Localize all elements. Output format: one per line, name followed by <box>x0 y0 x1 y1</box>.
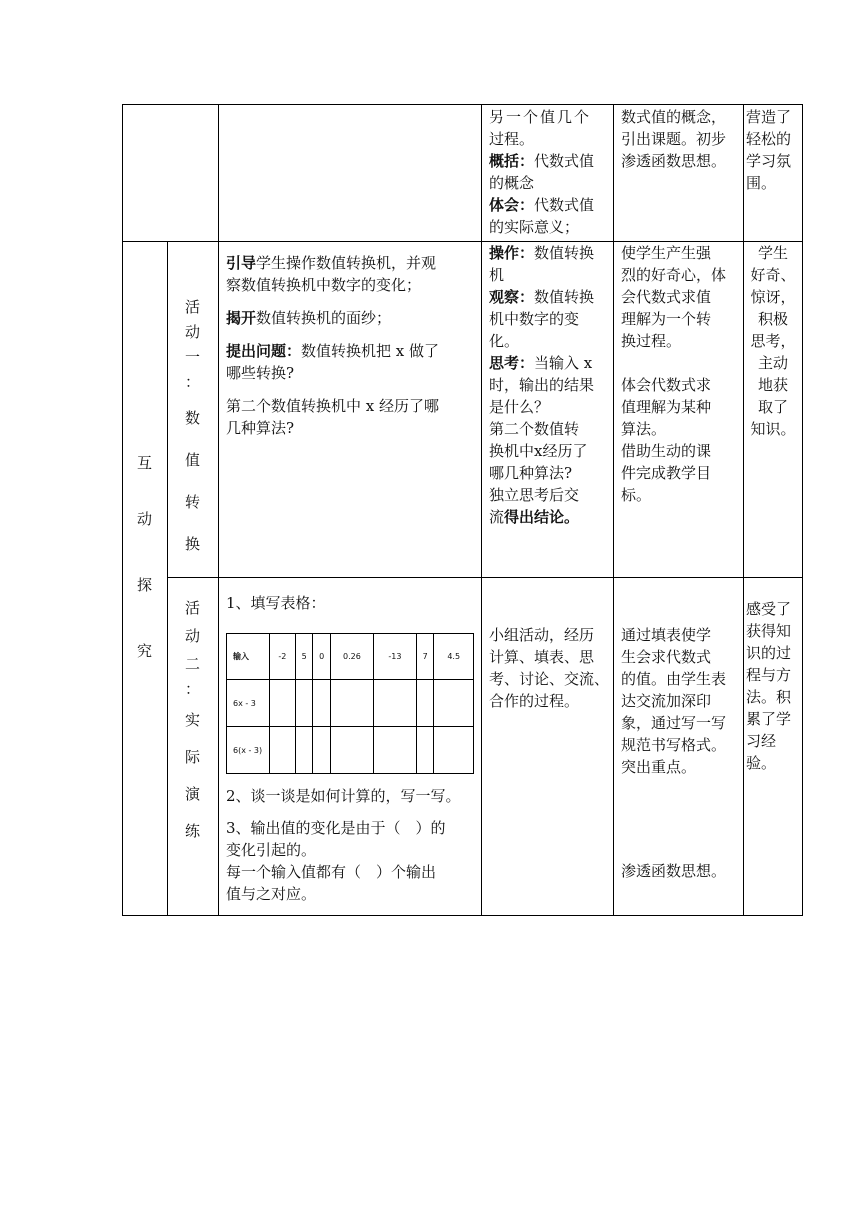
fill-table-input-value: -2 <box>270 634 296 680</box>
row1-intent-cell <box>621 106 741 172</box>
teacher-line <box>226 252 478 274</box>
act1-teacher-cell <box>226 252 478 439</box>
intent-line: 理解为一个转 <box>621 310 712 328</box>
student-keyword: 思考： <box>489 354 535 372</box>
act1-effect-cell <box>744 242 802 440</box>
teacher-line <box>226 307 478 329</box>
teacher-line: 第二个数值转换机中 x 经历了哪 <box>226 397 439 415</box>
summary-label: 概括： <box>489 152 535 170</box>
intent-line: 换过程。 <box>621 332 682 350</box>
act1-student-cell <box>489 242 611 528</box>
act2-label-char: 练 <box>184 822 200 840</box>
act1-label-char: 值 <box>184 451 200 469</box>
act2-q2: 2、谈一谈是如何计算的，写一写。 <box>226 787 461 805</box>
student-line: 时，输出的结果 <box>489 376 595 394</box>
act1-label-char: 数 <box>184 409 200 427</box>
effect-line: 惊讶， <box>750 288 796 306</box>
fill-table-row <box>227 727 474 774</box>
intent-line: 使学生产生强 <box>621 244 712 262</box>
student-line <box>489 242 611 264</box>
act2-intent-line: 达交流加深印 <box>621 692 712 710</box>
act2-effect-line: 识的过 <box>746 644 792 662</box>
act2-intent-2: 渗透函数思想。 <box>621 862 727 880</box>
table-border-bottom <box>122 915 803 916</box>
fill-table-blank[interactable] <box>434 727 474 774</box>
fill-table-blank[interactable] <box>313 680 331 727</box>
fill-table-input-value: 7 <box>416 634 434 680</box>
experience-text: 代数式值 <box>534 196 595 214</box>
student-line <box>489 352 611 374</box>
student-keyword: 得出结论。 <box>504 508 580 526</box>
act2-q3-line: 每一个输入值都有（ ）个输出 <box>226 863 437 881</box>
student-text: 当输入 x <box>534 354 593 372</box>
act2-q1: 1、填写表格： <box>226 594 326 612</box>
fill-table-row-label: 6(x - 3) <box>227 727 270 774</box>
act1-label <box>167 296 218 555</box>
fill-table-blank[interactable] <box>270 727 296 774</box>
fill-in-table <box>226 633 474 774</box>
col-divider-label <box>218 104 219 916</box>
act2-intent-cell <box>621 624 743 778</box>
act2-label-char: 活 <box>184 599 200 617</box>
intent-line: 烈的好奇心，体 <box>621 266 727 284</box>
act2-effect-line: 获得知 <box>746 622 792 640</box>
col-divider-teacher <box>481 104 482 916</box>
fill-table-input-value: 0 <box>313 634 331 680</box>
act2-intent-line: 规范书写格式。 <box>621 736 727 754</box>
teacher-keyword: 提出问题： <box>226 342 302 360</box>
student-line: 化。 <box>489 332 520 350</box>
section-label <box>122 452 167 661</box>
section-label-char: 动 <box>136 510 152 528</box>
act2-q3-line: 3、输出值的变化是由于（ ）的 <box>226 819 446 837</box>
row1-effect-line: 围。 <box>746 174 777 192</box>
act2-intent-line: 突出重点。 <box>621 758 697 776</box>
act2-effect-line: 验。 <box>746 754 777 772</box>
row1-summary-line: 的概念 <box>489 174 535 192</box>
student-text: 数值转换 <box>534 288 595 306</box>
student-line: 是什么？ <box>489 398 550 416</box>
fill-table-blank[interactable] <box>416 680 434 727</box>
fill-table-input-value: 5 <box>295 634 313 680</box>
teacher-text: 数值转换机的面纱； <box>256 309 392 327</box>
effect-line: 学生 <box>757 244 788 262</box>
act2-q3-line: 变化引起的。 <box>226 841 317 859</box>
intent-line: 体会代数式求 <box>621 376 712 394</box>
student-line: 独立思考后交 <box>489 486 580 504</box>
student-line <box>489 286 611 308</box>
fill-table-blank[interactable] <box>270 680 296 727</box>
act2-effect-cell <box>746 598 802 774</box>
act1-label-char: 一 <box>184 348 200 366</box>
act1-label-char: 活 <box>184 298 200 316</box>
row1-effect-line: 营造了 <box>746 108 792 126</box>
effect-line: 思考， <box>750 332 796 350</box>
act2-intent-line: 通过填表使学 <box>621 626 712 644</box>
teacher-text: 数值转换机把 x 做了 <box>301 342 440 360</box>
effect-line: 取了 <box>757 398 788 416</box>
student-text: 数值转换 <box>534 244 595 262</box>
effect-line: 地获 <box>757 376 788 394</box>
student-line: 第二个数值转 <box>489 420 580 438</box>
row-divider-2 <box>167 577 803 578</box>
row1-effect-line: 学习氛 <box>746 152 792 170</box>
student-line: 换机中x经历了 <box>489 442 588 460</box>
act2-label-char: 动 <box>184 627 200 645</box>
row1-student-line: 另一个值几个 <box>489 108 592 126</box>
act2-intent-line: 生会求代数式 <box>621 648 712 666</box>
experience-label: 体会： <box>489 196 535 214</box>
row1-experience-line: 的实际意义； <box>489 218 580 236</box>
teacher-keyword: 揭开 <box>226 309 257 327</box>
act2-effect-line: 感受了 <box>746 600 792 618</box>
act2-q3-line: 值与之对应。 <box>226 885 317 903</box>
fill-table-header-label: 输入 <box>227 634 270 680</box>
student-line: 哪几种算法? <box>489 464 573 482</box>
student-line <box>489 506 611 528</box>
student-keyword: 操作： <box>489 244 535 262</box>
act2-effect-line: 累了学 <box>746 710 792 728</box>
row1-experience-line <box>489 194 611 216</box>
student-line: 机中数字的变 <box>489 310 580 328</box>
fill-table-blank[interactable] <box>330 727 373 774</box>
act2-student-line: 考、讨论、交流、 <box>489 670 610 688</box>
row1-student-line: 过程。 <box>489 130 535 148</box>
intent-line <box>621 352 741 374</box>
act1-intent-cell <box>621 242 741 506</box>
act2-questions <box>226 785 480 905</box>
act2-student-cell <box>489 624 613 712</box>
row1-summary-line <box>489 150 611 172</box>
section-label-char: 究 <box>136 642 152 660</box>
act2-effect-line: 程与方 <box>746 666 792 684</box>
act1-label-char: ： <box>184 373 200 391</box>
intent-line: 件完成教学目 <box>621 464 712 482</box>
fill-table-input-value: -13 <box>373 634 416 680</box>
fill-table-blank[interactable] <box>295 727 313 774</box>
teacher-line: 哪些转换? <box>226 364 295 382</box>
act2-label <box>167 597 218 842</box>
student-keyword: 观察： <box>489 288 535 306</box>
fill-table-blank[interactable] <box>330 680 373 727</box>
intent-line: 借助生动的课 <box>621 442 712 460</box>
act1-label-char: 动 <box>184 323 200 341</box>
row1-effect-line: 轻松的 <box>746 130 792 148</box>
row1-effect-cell <box>746 106 802 194</box>
act2-label-char: 二 <box>184 655 200 673</box>
fill-table-blank[interactable] <box>434 680 474 727</box>
act2-effect-line: 法。积 <box>746 688 792 706</box>
act2-student-line: 小组活动，经历 <box>489 626 595 644</box>
fill-table-input-value: 4.5 <box>434 634 474 680</box>
teacher-line <box>226 340 478 362</box>
fill-table-input-value: 0.26 <box>330 634 373 680</box>
effect-line: 积极 <box>757 310 788 328</box>
act2-intent-line: 的值。由学生表 <box>621 670 727 688</box>
fill-table-row-label: 6x - 3 <box>227 680 270 727</box>
col-divider-student <box>613 104 614 916</box>
student-text: 流 <box>489 508 505 526</box>
section-label-char: 互 <box>136 454 152 472</box>
act1-label-char: 转 <box>184 493 200 511</box>
intent-line: 会代数式求值 <box>621 288 712 306</box>
summary-text: 代数式值 <box>534 152 595 170</box>
teacher-keyword: 引导 <box>226 254 257 272</box>
fill-table-blank[interactable] <box>373 727 416 774</box>
act2-label-char: 实 <box>184 711 200 729</box>
intent-line: 值理解为某种 <box>621 398 712 416</box>
act2-intent-line: 象，通过写一写 <box>621 714 727 732</box>
effect-line: 主动 <box>757 354 788 372</box>
teacher-line: 几种算法? <box>226 419 295 437</box>
section-label-char: 探 <box>136 576 152 594</box>
fill-table-blank[interactable] <box>313 727 331 774</box>
effect-line: 好奇、 <box>750 266 796 284</box>
table-border-top <box>122 104 803 105</box>
fill-table-blank[interactable] <box>373 680 416 727</box>
fill-table-blank[interactable] <box>416 727 434 774</box>
intent-line: 标。 <box>621 486 652 504</box>
row1-student-cell <box>489 106 611 238</box>
col-divider-intent <box>743 104 744 916</box>
act1-label-char: 换 <box>184 535 200 553</box>
act2-label-char: 际 <box>184 748 200 766</box>
act2-label-char: 演 <box>184 785 200 803</box>
fill-table-input-row <box>227 634 474 680</box>
act2-student-line: 合作的过程。 <box>489 692 580 710</box>
table-border-right <box>802 104 803 916</box>
fill-table-blank[interactable] <box>295 680 313 727</box>
row1-intent-line: 数式值的概念， <box>621 108 727 126</box>
student-line: 机 <box>489 266 505 284</box>
act2-effect-line: 习经 <box>746 732 777 750</box>
effect-line: 知识。 <box>750 420 796 438</box>
row1-intent-line: 渗透函数思想。 <box>621 152 727 170</box>
row1-intent-line: 引出课题。初步 <box>621 130 727 148</box>
teacher-text: 学生操作数值转换机，并观 <box>256 254 437 272</box>
act2-student-line: 计算、填表、思 <box>489 648 595 666</box>
act2-label-char: ： <box>184 680 200 698</box>
fill-table-row <box>227 680 474 727</box>
intent-line: 算法。 <box>621 420 667 438</box>
teacher-line: 察数值转换机中数字的变化； <box>226 276 422 294</box>
